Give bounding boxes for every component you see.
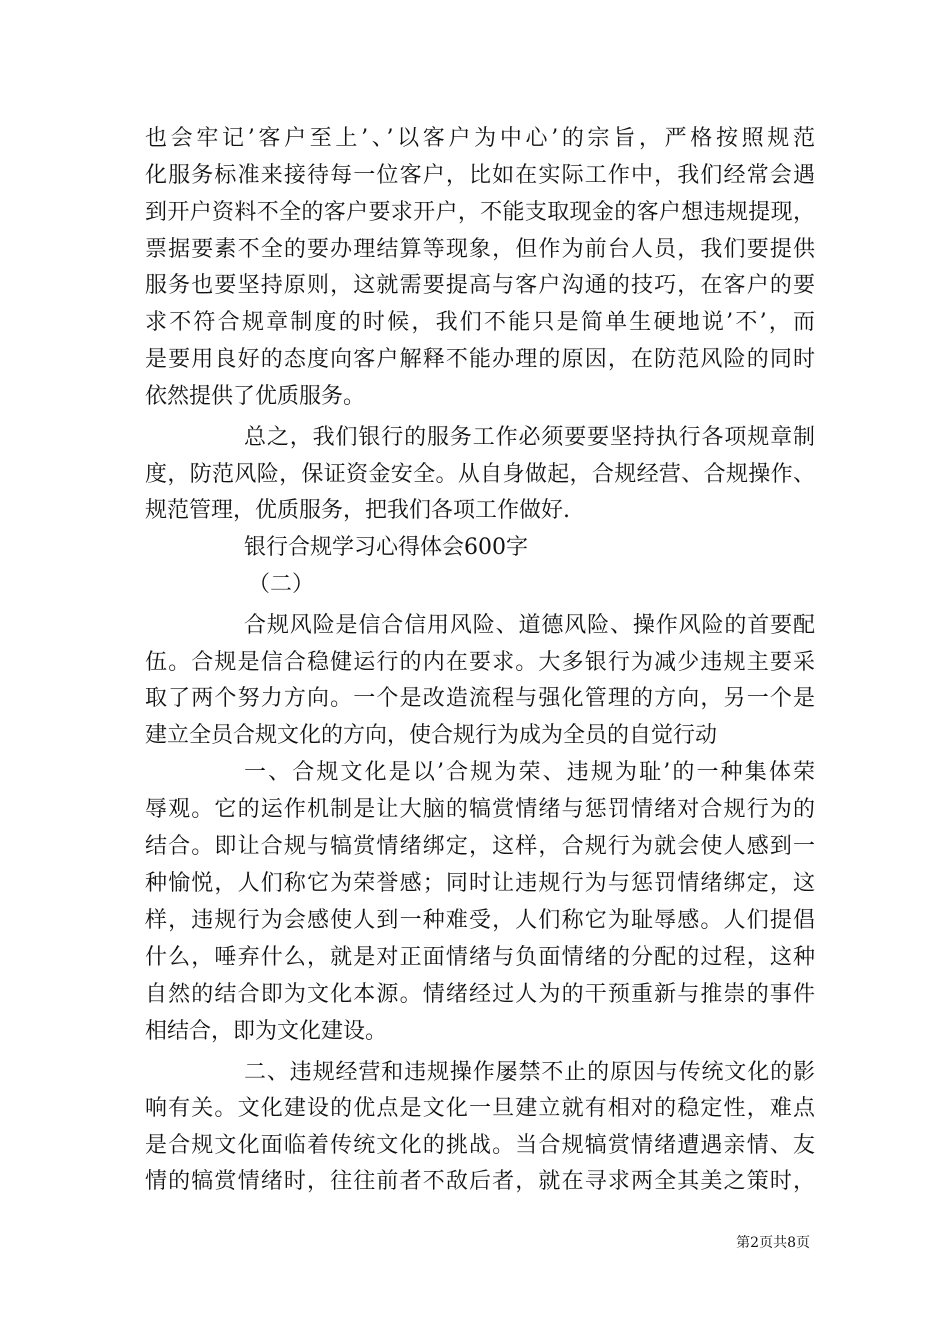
text-line: 依然提供了优质服务。 [145,384,366,409]
text-line: 建立全员合规文化的方向，使合规行为成为全员的自觉行动 [145,723,718,748]
text-line: 求不符合规章制度的时候，我们不能只是简单生硬地说’不’，而 [145,310,815,335]
text-line: 什么，唾弃什么，就是对正面情绪与负面情绪的分配的过程，这种 [145,945,815,970]
text-line: 辱观。它的运作机制是让大脑的犒赏情绪与惩罚情绪对合规行为的 [145,797,815,822]
text-line: 自然的结合即为文化本源。情绪经过人为的干预重新与推崇的事件 [145,982,815,1007]
paragraph-first-line: 二、违规经营和违规操作屡禁不止的原因与传统文化的影 [244,1060,815,1085]
text-line: 服务也要坚持原则，这就需要提高与客户沟通的技巧，在客户的要 [145,273,815,298]
text-line: 到开户资料不全的客户要求开户，不能支取现金的客户想违规提现， [145,200,815,225]
text-line: 是要用良好的态度向客户解释不能办理的原因，在防范风险的同时 [145,347,815,372]
page-number: 第2页共8页 [736,1235,810,1251]
text-line: 是合规文化面临着传统文化的挑战。当合规犒赏情绪遭遇亲情、友 [145,1133,815,1158]
text-line: 情的犒赏情绪时，往往前者不敌后者，就在寻求两全其美之策时， [145,1169,815,1194]
text-line: 规范管理，优质服务，把我们各项工作做好. [145,498,570,523]
text-line: 度，防范风险，保证资金安全。从自身做起，合规经营、合规操作、 [145,462,815,487]
paragraph-first-line: 总之，我们银行的服务工作必须要要坚持执行各项规章制 [244,425,815,450]
section-heading: 银行合规学习心得体会600字 [244,535,528,560]
paragraph-first-line: 合规风险是信合信用风险、道德风险、操作风险的首要配 [244,613,815,638]
text-line: 响有关。文化建设的优点是文化一旦建立就有相对的稳定性，难点 [145,1096,815,1121]
text-line: 也会牢记’客户至上’、’以客户为中心’的宗旨，严格按照规范 [145,126,815,151]
text-line: 相结合，即为文化建设。 [145,1019,388,1044]
paragraph-first-line: 一、合规文化是以’合规为荣、违规为耻’的一种集体荣 [244,760,815,785]
text-line: 化服务标准来接待每一位客户，比如在实际工作中，我们经常会遇 [145,163,815,188]
text-line: 取了两个努力方向。一个是改造流程与强化管理的方向，另一个是 [145,686,815,711]
text-line: 结合。即让合规与犒赏情绪绑定，这样，合规行为就会使人感到一 [145,834,815,859]
text-line: 伍。合规是信合稳健运行的内在要求。大多银行为减少违规主要采 [145,650,815,675]
text-line: 种愉悦，人们称它为荣誉感；同时让违规行为与惩罚情绪绑定，这 [145,871,815,896]
text-line: 票据要素不全的要办理结算等现象，但作为前台人员，我们要提供 [145,237,815,262]
text-line: 样，违规行为会感使人到一种难受，人们称它为耻辱感。人们提倡 [145,908,815,933]
section-subheading: （二） [248,572,315,597]
